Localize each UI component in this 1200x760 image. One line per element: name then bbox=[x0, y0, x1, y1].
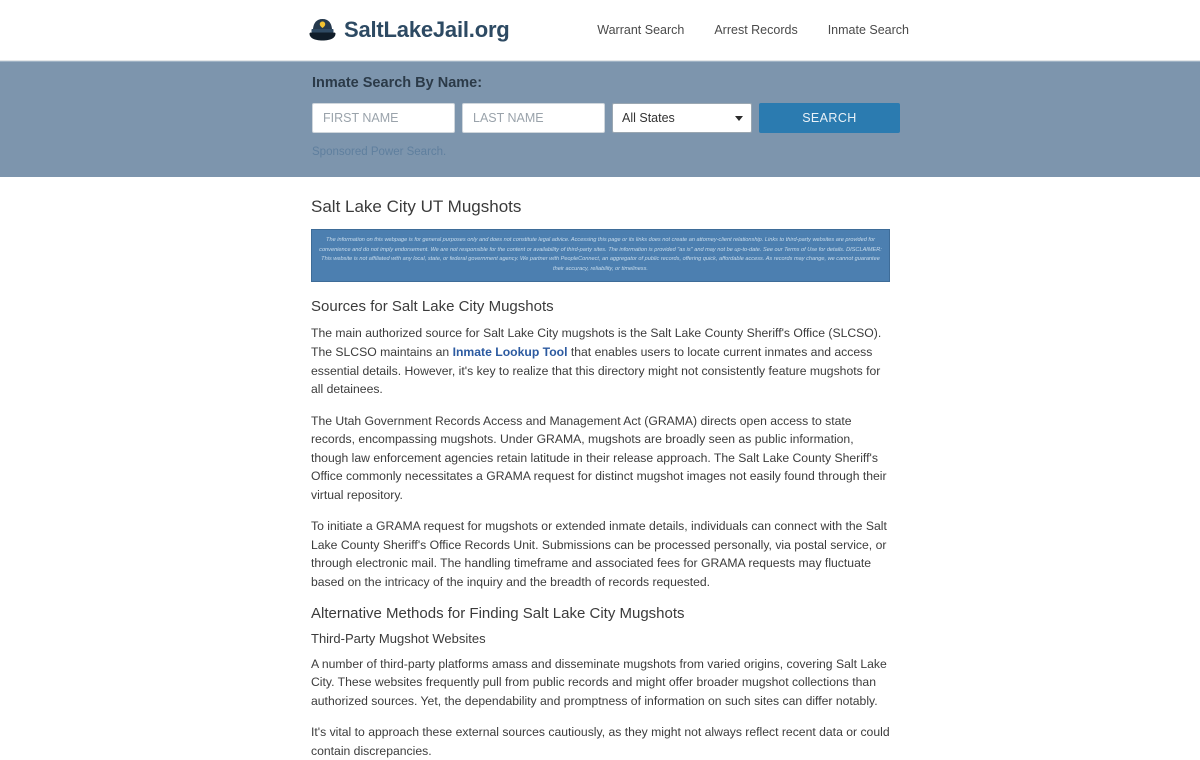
hero-inner bbox=[300, 62, 900, 158]
state-select[interactable]: All States bbox=[612, 103, 752, 133]
hero-title: Inmate Search By Name: bbox=[312, 75, 483, 91]
inmate-lookup-tool-link[interactable]: Inmate Lookup Tool bbox=[452, 344, 568, 359]
main-navigation bbox=[597, 23, 909, 37]
police-cap-icon bbox=[308, 17, 337, 43]
page-title: Salt Lake City UT Mugshots bbox=[311, 197, 522, 216]
paragraph-caution: It's vital to approach these external sources cautiously, as they might not always reflect recent data or could contain discrepancies. bbox=[311, 725, 890, 758]
nav-item-inmate-search[interactable]: Inmate Search bbox=[827, 23, 909, 37]
paragraph-sources-intro bbox=[311, 324, 890, 398]
alternative-methods-heading: Alternative Methods for Finding Salt Lake City Mugshots bbox=[311, 604, 685, 622]
paragraph-sources-part1: The main authorized source for Salt Lake City mugshots is the Salt Lake County Sheriff's Office (SLCSO). The SLCSO maintains an bbox=[311, 326, 882, 359]
paragraph-sources-part2: that enables users to locate current inmates and access essential details. However, it's key to realize that this directory might not consistently feature mugshots for all detainees. bbox=[311, 344, 881, 397]
last-name-input[interactable] bbox=[462, 103, 605, 133]
third-party-websites-heading: Third-Party Mugshot Websites bbox=[311, 630, 486, 646]
brand-name: SaltLakeJail.org bbox=[344, 17, 510, 42]
search-button[interactable]: SEARCH bbox=[759, 103, 900, 133]
legal-disclaimer-box: The information on this webpage is for general purposes only and does not constitute legal advice. Accessing this page or its links does not create an attorney-client relationship. Links to third-party websites are provided for convenience and do not imply endorsement. We are not responsible for the content or availability of third-party sites. The information is provided "as is" and may not be up-to-date. See our Terms of Use for details. DISCLAIMER: This website is not affiliated with any local, state, or federal government agency. We partner with PeopleConnect, an aggregator of public records, offering quick, affordable access. As records may change, we cannot guarantee their accuracy, reliability, or timeliness. bbox=[311, 229, 890, 282]
inmate-search-hero bbox=[0, 61, 1200, 177]
paragraph-third-party: A number of third-party platforms amass and disseminate mugshots from varied origins, covering Salt Lake City. These websites frequently pull from public records and might offer broader mugshot collections than authorized sources. Yet, the dependability and promptness of information on such sites can differ notably. bbox=[311, 656, 887, 708]
header-inner bbox=[300, 17, 909, 43]
main-content bbox=[300, 177, 900, 760]
site-header bbox=[0, 0, 1200, 61]
paragraph-grama-overview: The Utah Government Records Access and Management Act (GRAMA) directs open access to state records, encompassing mugshots. Under GRAMA, mugshots are broadly seen as public information, though law enforcement agencies retain latitude in their release approach. The Salt Lake County Sheriff's Office commonly necessitates a GRAMA request for distinct mugshot images not easily found through their virtual repository. bbox=[311, 413, 887, 502]
sources-heading: Sources for Salt Lake City Mugshots bbox=[311, 298, 554, 316]
sponsored-note: Sponsored Power Search. bbox=[312, 146, 447, 158]
inmate-search-form bbox=[312, 103, 900, 133]
paragraph-grama-request: To initiate a GRAMA request for mugshots or extended inmate details, individuals can connect with the Salt Lake County Sheriff's Office Records Unit. Submissions can be processed personally, via postal service, or through electronic mail. The handling timeframe and associated fees for GRAMA requests may fluctuate based on the intricacy of the inquiry and the breadth of records requested. bbox=[311, 519, 887, 589]
nav-item-arrest-records[interactable]: Arrest Records bbox=[714, 23, 798, 37]
nav-item-warrant-search[interactable]: Warrant Search bbox=[597, 23, 685, 37]
state-select-wrapper bbox=[612, 103, 752, 133]
brand-logo-link[interactable] bbox=[308, 17, 510, 43]
first-name-input[interactable] bbox=[312, 103, 455, 133]
